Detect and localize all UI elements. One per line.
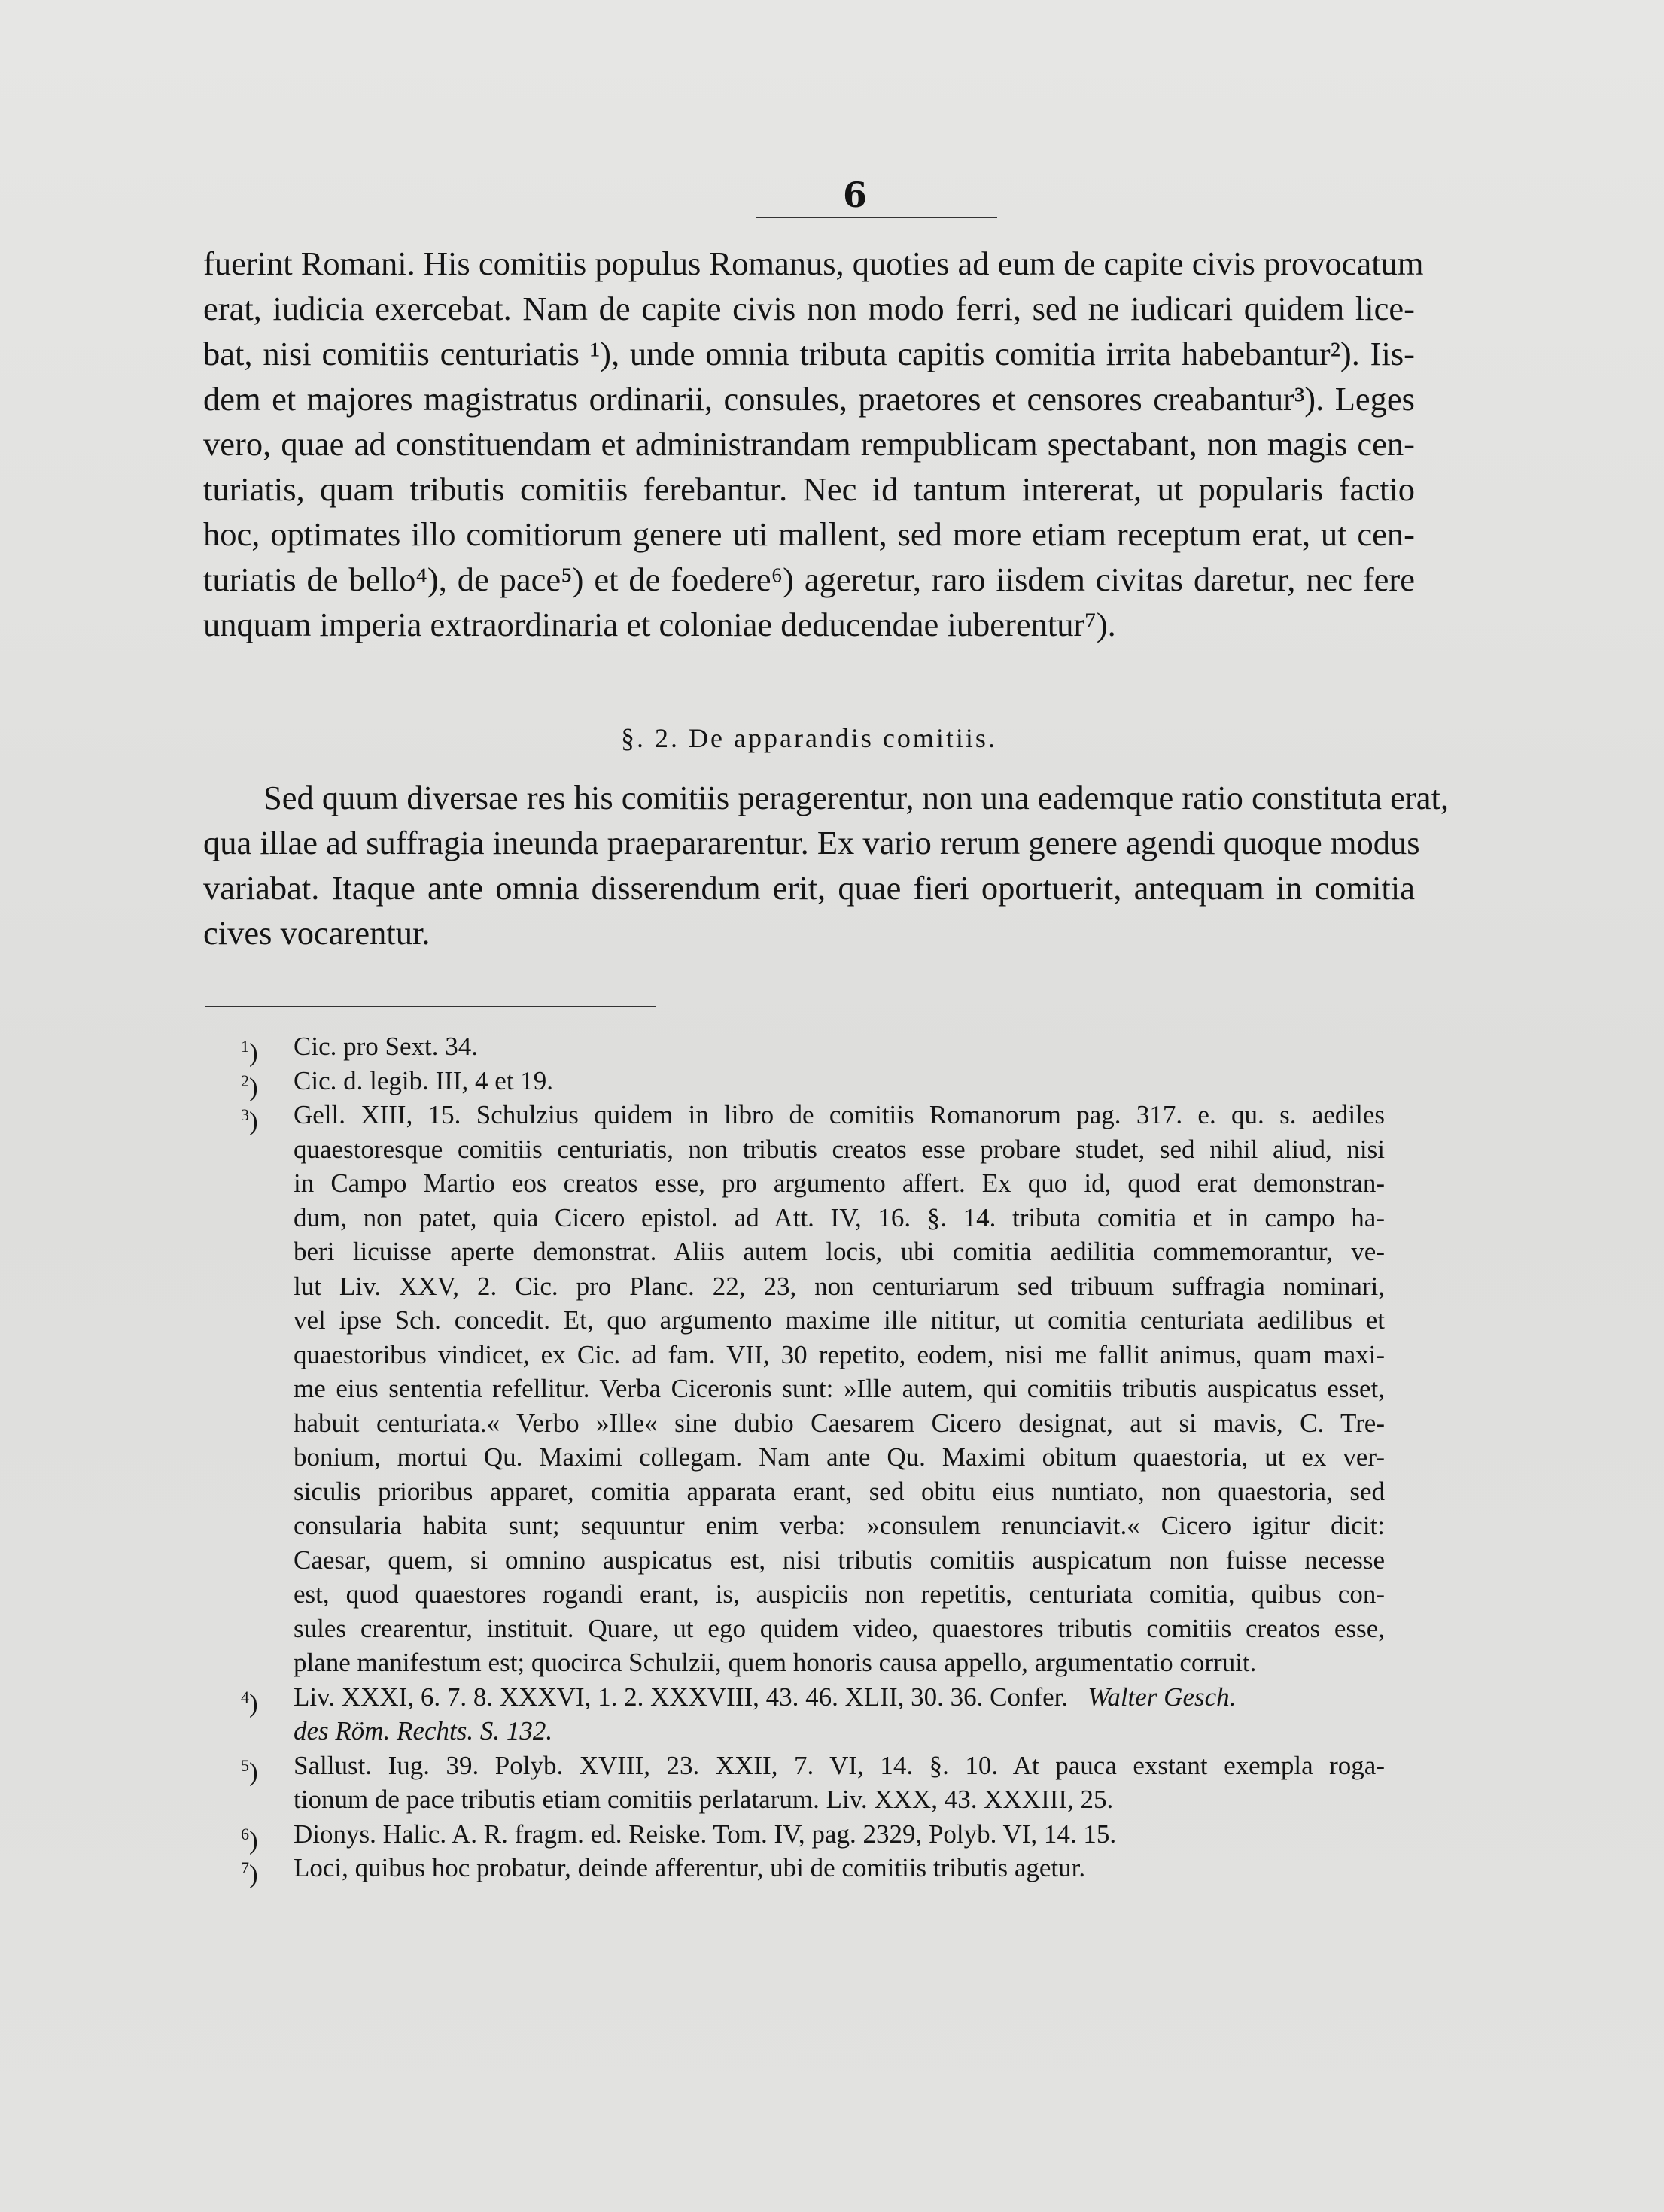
footnote-3-line [248, 1406, 1385, 1441]
footnote-text: dum, non patet, quia Cicero epistol. ad Att. IV, 16. §. 14. tributa comitia et in campo ha- [294, 1202, 1385, 1232]
text-line: dem et majores magistratus ordinarii, consules, praetores et censores creabantur³). Leges [203, 380, 1415, 418]
footnote-3-line [248, 1235, 1385, 1269]
text-line: Sed quum diversae res his comitiis peragerentur, non una eademque ratio constituta erat, [263, 779, 1449, 816]
footnote-3-line [248, 1166, 1385, 1201]
paragraph-1 [203, 241, 1424, 647]
footnote-3-line [248, 1612, 1385, 1646]
text-line: turiatis, quam tributis comitiis ferebantur. Nec id tantum intererat, ut popularis factio [203, 470, 1415, 508]
footnote-3 [241, 1098, 1385, 1136]
footnote-text [248, 1680, 1385, 1715]
footnote-text: plane manifestum est; quocirca Schulzii, quem honoris causa appello, argumentatio corruit. [294, 1648, 1257, 1677]
footnote-5-line [248, 1782, 1385, 1817]
footnote-marker: $^5$) [241, 1755, 258, 1787]
footnote-4 [241, 1680, 1385, 1718]
text-line: bat, nisi comitiis centuriatis ¹), unde omnia tributa capitis comitia irrita habebantur²). Iis- [203, 335, 1415, 372]
footnote-marker: $^2$) [241, 1071, 258, 1102]
footnote-text-italic: Walter Gesch. [1088, 1682, 1237, 1712]
footnote-text: consularia habita sunt; sequuntur enim verba: »consulem renunciavit.« Cicero igitur dicit: [294, 1511, 1385, 1540]
footnotes [241, 1029, 1385, 1889]
footnote-3-line [248, 1338, 1385, 1372]
footnote-marker: $^7$) [241, 1858, 258, 1889]
footnote-3-line [248, 1440, 1385, 1475]
footnote-1 [241, 1029, 1385, 1068]
footnote-text: Caesar, quem, si omnino auspicatus est, nisi tributis comitiis auspicatum non fuisse necesse [294, 1545, 1385, 1575]
footnote-text: me eius sententia refellitur. Verba Ciceronis sunt: »Ille autem, qui comitiis tributis auspicatus esset, [294, 1374, 1385, 1403]
footnote-text: est, quod quaestores rogandi erant, is, auspiciis non repetitis, centuriata comitia, quibus con- [294, 1579, 1385, 1609]
section-heading: §. 2. De apparandis comitiis. [621, 723, 997, 753]
footnote-3-line [248, 1577, 1385, 1612]
footnote-marker: $^6$) [241, 1824, 258, 1855]
footnote-text: bonium, mortui Qu. Maximi collegam. Nam ante Qu. Maximi obitum quaestoria, ut ex ver- [294, 1442, 1385, 1472]
footnote-rule [205, 1006, 656, 1007]
footnote-text: Cic. pro Sext. 34. [294, 1032, 478, 1061]
page-number: 6 [843, 175, 868, 215]
paragraph-2 [203, 775, 1449, 956]
text-line: cives vocarentur. [203, 914, 430, 952]
text-line: erat, iudicia exercebat. Nam de capite civis non modo ferri, sed ne iudicari quidem lice- [203, 290, 1415, 327]
footnote-2 [241, 1064, 1385, 1102]
footnote-text-plain: Liv. XXXI, 6. 7. 8. XXXVI, 1. 2. XXXVIII, 43. 46. XLII, 30. 36. Confer. [294, 1682, 1069, 1712]
footnote-3-line [248, 1303, 1385, 1338]
text-line: unquam imperia extraordinaria et coloniae deducendae iuberentur⁷). [203, 606, 1116, 643]
header-rule [756, 217, 997, 218]
footnote-3-line [248, 1509, 1385, 1543]
footnote-marker: $^4$) [241, 1687, 258, 1718]
text-line: vero, quae ad constituendam et administrandam rempublicam spectabant, non magis cen- [203, 425, 1415, 463]
footnote-3-line [248, 1543, 1385, 1578]
footnote-text-italic: des Röm. Rechts. S. 132. [294, 1716, 553, 1746]
footnote-text: vel ipse Sch. concedit. Et, quo argumento maxime ille nititur, ut comitia centuriata aedilibus et [294, 1305, 1385, 1335]
footnote-text: Sallust. Iug. 39. Polyb. XVIII, 23. XXII, 7. VI, 14. §. 10. At pauca exstant exempla roga- [294, 1750, 1385, 1780]
text-line: fuerint Romani. His comitiis populus Romanus, quoties ad eum de capite civis provocatum [203, 245, 1424, 282]
footnote-3-line [248, 1372, 1385, 1406]
footnote-text: beri licuisse aperte demonstrat. Aliis autem locis, ubi comitia aedilitia commemorantur, ve- [294, 1237, 1385, 1266]
footnote-text: sules crearentur, instituit. Quare, ut ego quidem video, quaestores tributis comitiis creatos esse, [294, 1613, 1385, 1643]
footnote-4-line [248, 1714, 1385, 1749]
footnote-text: siculis prioribus apparet, comitia apparata erant, sed obitu eius nuntiato, non quaestoria, sed [294, 1476, 1385, 1506]
footnote-text: quaestoribus vindicet, ex Cic. ad fam. VII, 30 repetito, eodem, nisi me fallit animus, quam maxi- [294, 1339, 1385, 1369]
footnote-text: Gell. XIII, 15. Schulzius quidem in libro de comitiis Romanorum pag. 317. e. qu. s. aediles [294, 1100, 1385, 1129]
footnote-text: habuit centuriata.« Verbo »Ille« sine dubio Caesarem Cicero designat, aut si mavis, C. Tre- [294, 1408, 1385, 1438]
footnote-text: quaestoresque comitiis centuriatis, non tributis creatos esse probare studet, sed nihil aliud, nisi [294, 1134, 1385, 1164]
text-line: variabat. Itaque ante omnia disserendum erit, quae fieri oportuerit, antequam in comitia [203, 869, 1415, 907]
footnote-text: Dionys. Halic. A. R. fragm. ed. Reiske. Tom. IV, pag. 2329, Polyb. VI, 14. 15. [294, 1819, 1117, 1849]
footnote-marker: $^3$) [241, 1105, 258, 1136]
footnote-text: Loci, quibus hoc probatur, deinde afferentur, ubi de comitiis tributis agetur. [294, 1853, 1086, 1882]
text-line: turiatis de bello⁴), de pace⁵) et de foedere⁶) ageretur, raro iisdem civitas daretur, nec fere [203, 561, 1415, 598]
text-line: qua illae ad suffragia ineunda praepararentur. Ex vario rerum genere agendi quoque modus [203, 824, 1420, 861]
footnote-3-line [248, 1645, 1385, 1680]
footnote-3-line [248, 1201, 1385, 1235]
footnote-text: tionum de pace tributis etiam comitiis perlatarum. Liv. XXX, 43. XXXIII, 25. [294, 1785, 1114, 1814]
footnote-3-line [248, 1269, 1385, 1304]
footnote-3-line [248, 1475, 1385, 1509]
footnote-7 [241, 1851, 1385, 1889]
footnote-3-line [248, 1132, 1385, 1167]
footnote-marker: $^1$) [241, 1037, 258, 1068]
footnote-text: lut Liv. XXV, 2. Cic. pro Planc. 22, 23, non centuriarum sed tribuum suffragia nominari, [294, 1271, 1385, 1301]
text-line: hoc, optimates illo comitiorum genere uti mallent, sed more etiam receptum erat, ut cen- [203, 515, 1415, 553]
footnote-text: Cic. d. legib. III, 4 et 19. [294, 1065, 554, 1095]
footnote-6 [241, 1817, 1385, 1855]
footnote-text: in Campo Martio eos creatos esse, pro argumento affert. Ex quo id, quod erat demonstran- [294, 1168, 1385, 1198]
footnote-5 [241, 1749, 1385, 1787]
